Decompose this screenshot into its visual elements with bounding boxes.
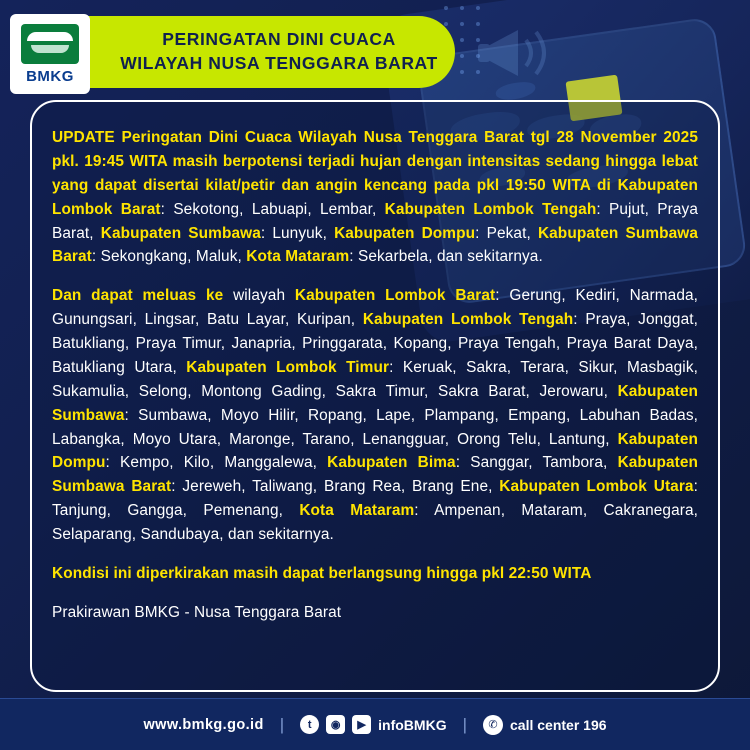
highlighted-region-name: Kota Mataram [246, 248, 350, 266]
body-text-run: : Tanjung, Gangga, Pemenang, [52, 478, 698, 520]
highlighted-region-name: Kabupaten Sumbawa [52, 382, 698, 424]
paragraph-duration: Kondisi ini diperkirakan masih dapat berlangsung hingga pkl 22:50 WITA [52, 564, 592, 582]
social-handle[interactable]: infoBMKG [378, 716, 447, 733]
warning-card [30, 100, 720, 692]
body-text-run: : Lunyuk, [260, 224, 335, 242]
body-text-run: : Sekarbela, dan sekitarnya. [349, 248, 543, 266]
signature-text: Prakirawan BMKG - Nusa Tenggara Barat [52, 603, 342, 621]
call-center-text: call center 196 [510, 716, 607, 733]
body-text-run: : Jereweh, Taliwang, Brang Rea, Brang Ene, [171, 478, 500, 496]
highlighted-region-name: Kabupaten Lombok Tengah [384, 200, 597, 218]
warning-body [52, 126, 698, 625]
body-text-run: : Gerung, Kediri, Narmada, Gunungsari, Lingsar, Batu Layar, Kuripan, [52, 287, 699, 329]
highlighted-region-name: Kabupaten Sumbawa Barat [52, 224, 699, 266]
footer-separator-2: | [462, 714, 468, 734]
page-title-line1: PERINGATAN DINI CUACA [162, 29, 396, 50]
body-text-run: : Keruak, Sakra, Terara, Sikur, Masbagik, Sukamulia, Selong, Montong Gading, Sakra Timur, Sakra Barat, Jerowaru, [52, 358, 698, 400]
instagram-icon[interactable]: ◉ [326, 715, 345, 734]
highlighted-region-name: Kabupaten Dompu [52, 430, 698, 472]
highlighted-region-name: Kabupaten Sumbawa Barat [52, 454, 698, 496]
highlighted-region-name: Kabupaten Lombok Timur [186, 358, 390, 376]
body-text-run: : Sanggar, Tambora, [455, 454, 618, 472]
footer-bar [0, 698, 750, 750]
highlighted-region-name: Kabupaten Lombok Barat [294, 287, 496, 305]
highlighted-region-name: Kota Mataram [299, 502, 415, 520]
bmkg-logo-icon [21, 24, 79, 64]
paragraph-extended-area [52, 284, 698, 547]
website-link[interactable]: www.bmkg.go.id [143, 716, 264, 733]
twitter-icon[interactable]: t [300, 715, 319, 734]
body-text-run: : Sekotong, Labuapi, Lembar, [160, 200, 385, 218]
highlighted-region-name: Kabupaten Sumbawa [100, 224, 261, 242]
highlighted-region-name: Kabupaten Lombok Utara [499, 478, 694, 496]
title-banner [55, 16, 455, 88]
phone-icon: ✆ [483, 715, 503, 735]
youtube-icon[interactable]: ▶ [352, 715, 371, 734]
body-text-run: : Sumbawa, Moyo Hilir, Ropang, Lape, Plampang, Empang, Labuhan Badas, Labangka, Moyo Utara, Maronge, Tarano, Lenangguar, Orong Telu, Lantung, [52, 406, 698, 448]
highlighted-region-name: Kabupaten Bima [327, 454, 456, 472]
body-text-run: : Sekongkang, Maluk, [91, 248, 247, 266]
paragraph-primary-warning [52, 126, 698, 269]
highlighted-region-name: Dan dapat meluas ke [52, 287, 224, 305]
body-text-run: : Ampenan, Mataram, Cakranegara, Selaparang, Sandubaya, dan sekitarnya. [52, 502, 698, 543]
body-text-run: : Praya, Jonggat, Batukliang, Praya Timur, Janapria, Pringgarata, Kopang, Praya Tengah, Praya Barat Daya, Batukliang Utara, [52, 311, 698, 376]
body-text-run: wilayah [223, 287, 295, 305]
highlighted-region-name: UPDATE Peringatan Dini Cuaca Wilayah Nusa Tenggara Barat tgl 28 November 2025 pkl. 19:45 WITA masih berpotensi terjadi hujan dengan intensitas sedang hingga lebat yang dapat disertai kilat/petir dan angin kencang pada pkl 19:50 WITA di [52, 129, 698, 194]
highlighted-region-name: Kabupaten Dompu [334, 224, 476, 242]
social-links[interactable] [300, 715, 446, 734]
page-title-line2: WILAYAH NUSA TENGGARA BARAT [120, 53, 438, 73]
body-text-run: : Pekat, [475, 224, 538, 242]
call-center[interactable] [483, 715, 607, 735]
bmkg-logo [10, 14, 90, 94]
highlighted-region-name: Kabupaten Lombok Barat [52, 176, 698, 218]
footer-separator-1: | [279, 714, 285, 734]
body-text-run: : Pujut, Praya Barat, [52, 200, 698, 242]
body-text-run: : Kempo, Kilo, Manggalewa, [105, 454, 328, 472]
bmkg-logo-text: BMKG [26, 67, 74, 85]
highlighted-region-name: Kabupaten Lombok Tengah [362, 311, 574, 329]
